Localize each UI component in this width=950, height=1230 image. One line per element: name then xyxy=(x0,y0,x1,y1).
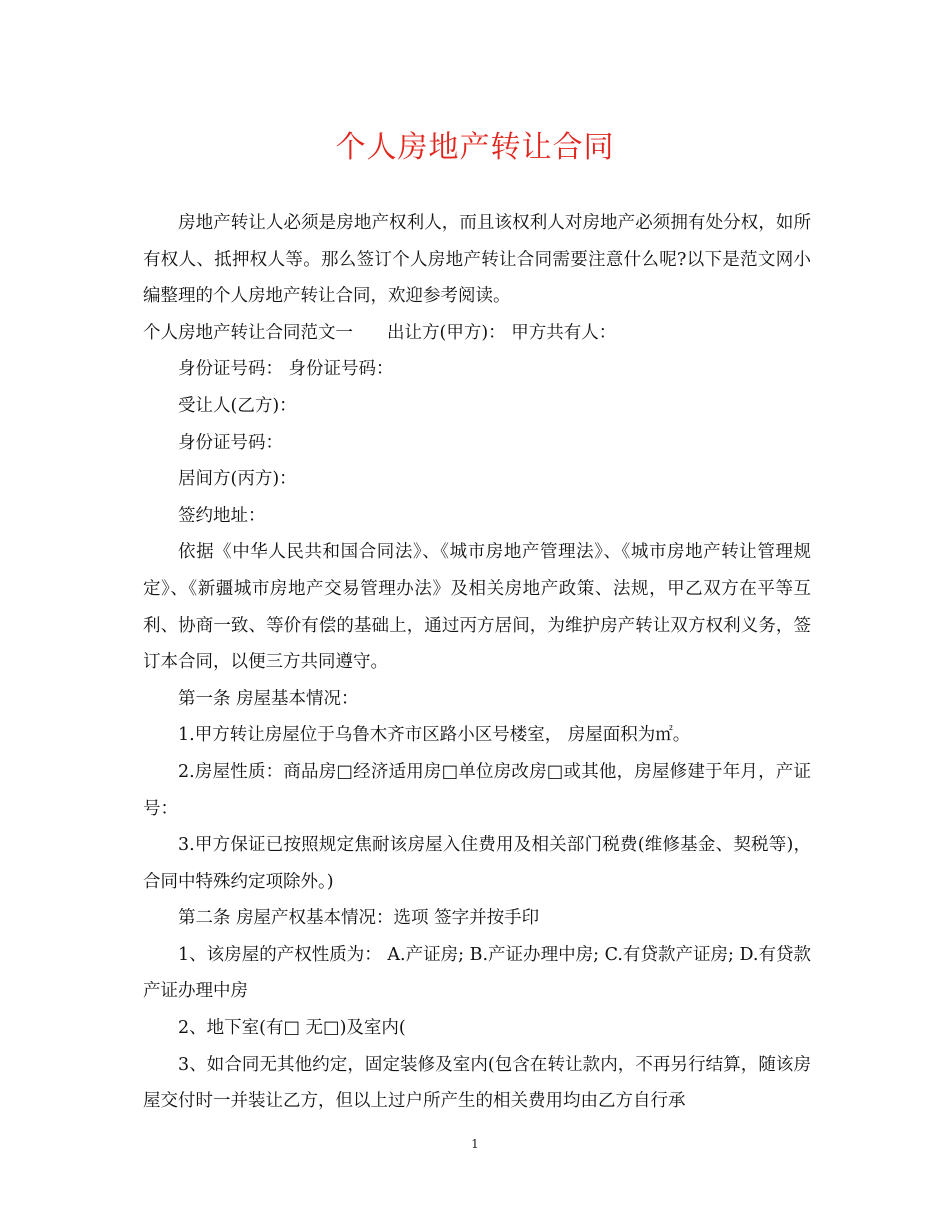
id-number-line-a: 身份证号码： 身份证号码： xyxy=(178,359,394,380)
article-two-item-3: 3、如合同无其他约定，固定装修及室内(包含在转让款内，不再另行结算，随该房屋交付时一并装让乙方，但以上过户所产生的相关费用均由乙方自行承 xyxy=(143,1054,811,1112)
page-number: 1 xyxy=(471,1137,479,1151)
article-two-item-1: 1、该房屋的产权性质为： A.产证房; B.产证办理中房; C.有贷款产证房; D.有贷款产证办理中房 xyxy=(143,944,811,1002)
signing-address-line: 签约地址： xyxy=(178,505,266,526)
article-two-heading: 第二条 房屋产权基本情况：选项 签字并按手印 xyxy=(178,908,540,929)
article-one-item-2: 2.房屋性质：商品房□经济适用房□单位房改房□或其他，房屋修建于年月，产证 号： xyxy=(143,761,811,819)
party-a-line: 出让方(甲方)： 甲方共有人： xyxy=(387,322,617,343)
section-heading-line xyxy=(143,315,811,352)
party-c-line: 居间方(丙方)： xyxy=(178,469,297,490)
document-title: 个人房地产转让合同 xyxy=(335,130,615,165)
legal-basis-paragraph: 依据《中华人民共和国合同法》、《城市房地产管理法》、《城市房地产转让管理规定》、《新疆城市房地产交易管理办法》及相关房地产政策、法规，甲乙双方在平等互利、协商一致、等价有偿的基础上，通过丙方居间，为维护房产转让双方权利义务，签订本合同，以便三方共同遵守。 xyxy=(143,542,811,673)
article-one-item-3: 3.甲方保证已按照规定焦耐该房屋入住费用及相关部门税费(维修基金、契税等)，合同中特殊约定项除外。) xyxy=(143,835,811,892)
article-two-item-2: 2、地下室(有□ 无□)及室内( xyxy=(178,1018,406,1039)
intro-paragraph: 房地产转让人必须是房地产权利人，而且该权利人对房地产必须拥有处分权，如所有权人、抵押权人等。那么签订个人房地产转让合同需要注意什么呢?以下是范文网小编整理的个人房地产转让合同，欢迎参考阅读。 xyxy=(143,213,811,307)
article-one-item-1: 1.甲方转让房屋位于乌鲁木齐市区路小区号楼室， 房屋面积为㎡。 xyxy=(178,725,691,746)
id-number-line-b: 身份证号码： xyxy=(178,432,283,453)
article-one-heading: 第一条 房屋基本情况： xyxy=(178,688,359,709)
document-body xyxy=(143,205,811,1120)
party-b-line: 受让人(乙方)： xyxy=(178,395,297,416)
section-heading: 个人房地产转让合同范文一 xyxy=(143,322,353,343)
